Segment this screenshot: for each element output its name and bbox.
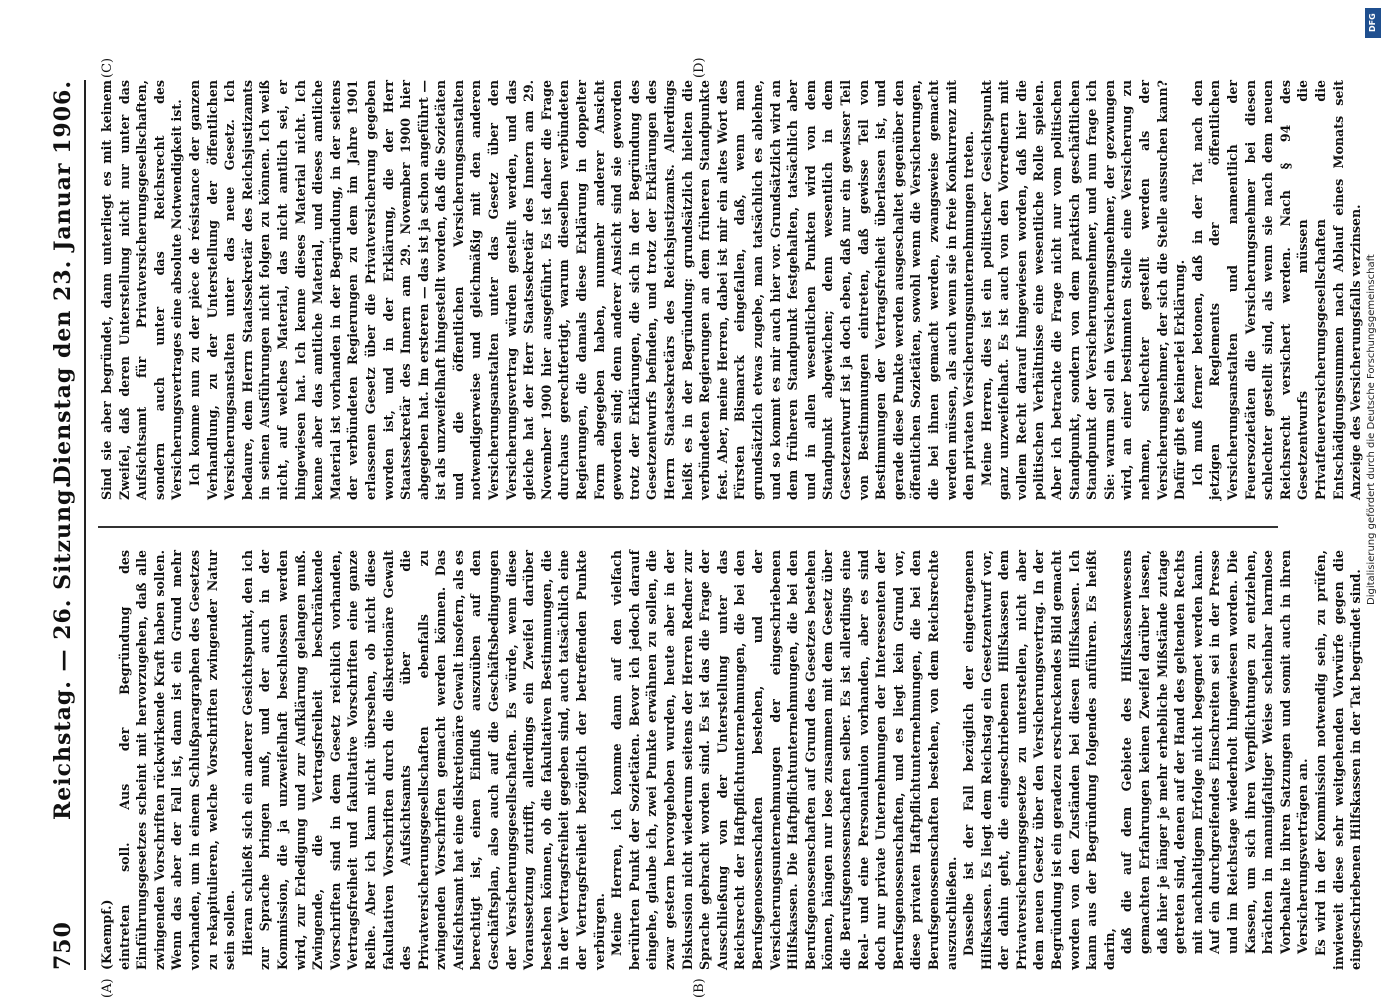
margin-marker-a: (A) [100,978,115,998]
margin-marker-b: (B) [692,978,707,998]
session-date: Dienstag den 23. Januar 1906. [50,80,76,485]
paragraph: eintreten soll. Aus der Begründung des Einführungsgesetzes scheint mit hervorzugehen, daß alle zwingenden Vorschriften rückwirkende Kraft haben sollen. Wenn das aber der Fall ist, dann ist ein Grund mehr vorhanden, um in einem Schlußparagraphen des Gesetzes zu rekapitulieren, welche Vorschriften zwingender Natur sein sollen. [116,550,238,970]
paragraph: Ich muß ferner betonen, daß in der Tat nach den jetzigen Reglements der öffentlichen Versicherungsanstalten und namentlich der Feuersozietäten die Versicherungsnehmer bei diesen schlechter gestellt sind, als wenn sie nach dem neuen Reichsrecht versichert werden. Nach § 94 des Gesetzentwurfs müssen die Privatfeuerversicherungsgesellschaften die Entschädigungssummen nach Ablauf eines Monats seit Anzeige des Versicherungsfalls verzinsen. [1189,80,1364,500]
block-quote: daß die auf dem Gebiete des Hilfskassenwesens gemachten Erfahrungen keinen Zweifel darüber lassen, daß hier je länger je mehr erhebliche Mißstände zutage getreten sind, denen auf der Hand des geltenden Rechts mit nachhaltigem Erfolge nicht begegnet werden kann. Auf ein durchgreifendes Einschreiten sei in der Presse und im Reichstage wiederholt hingewiesen worden. Die Kassen, um sich ihren Verpflichtungen zu entziehen, brächten in mannigfaltiger Weise scheinbar harmlose Vorbehalte in ihren Satzungen und somit auch in ihren Versicherungsverträgen an. [1119,550,1311,954]
paragraph: Sind sie aber begründet, dann unterliegt es mit keinem Zweifel, daß deren Unterstellung nicht nur unter das Aufsichtsamt für Privatversicherungsgesellschaften, sondern auch unter das Reichsrecht des Versicherungsvertrages eine absolute Notwendigkeit ist. [99,80,185,500]
paragraph: Hieran schließt sich ein anderer Gesichtspunkt, den ich zur Sprache bringen muß, und der auch in der Kommission, die ja unzweifelhaft beschlossen werden wird, zur Erledigung und zur Aufklärung gelangen muß. Zwingende, die Vertragsfreiheit beschränkende Vorschriften sind in dem Gesetz reichlich vorhanden, Vertragsfreiheit und fakultative Vorschriften eine ganze Reihe. Aber ich kann nicht übersehen, ob nicht diese fakultativen Vorschriften durch die diskretionäre Gewalt des Aufsichtsamts über die Privatversicherungsgesellschaften ebenfalls zu zwingenden Vorschriften gemacht werden können. Das Aufsichtsamt hat eine diskretionäre Gewalt insofern, als es berechtigt ist, einen Einfluß auszuüben auf den Geschäftsplan, also auch auf die Geschäftsbedingungen der Versicherungsgesellschaften. Es würde, wenn diese Voraussetzung zutrifft, allerdings ein Zweifel darüber bestehen können, ob die fakultativen Bestimmungen, die in der Vertragsfreiheit gegeben sind, auch tatsächlich eine der Vertragsfreiheit bezüglich der betreffenden Punkte verbürgen. [239,550,607,970]
digitization-strip [1363,0,1383,1000]
header-rule [84,80,86,970]
column-rule [98,527,1278,529]
paragraph: Meine Herren, dies ist ein politischer Gesichtspunkt ganz unzweifelhaft. Es ist auch von den Vorrednern mit vollem Recht darauf hingewiesen worden, daß hier die politischen Verhältnisse eine wesentliche Rolle spielen. Aber ich betrachte die Frage nicht nur vom politischen Standpunkt, sondern von dem praktisch geschäftlichen Standpunkt der Versicherungsnehmer, und nun frage ich Sie: warum soll ein Versicherungsnehmer, der gezwungen wird, an einer bestimmten Stelle eine Versicherung zu nehmen, schlechter gestellt werden als der Versicherungsnehmer, der sich die Stelle aussuchen kann? Dafür gibt es keinerlei Erklärung. [978,80,1188,500]
paragraph: Meine Herren, ich komme dann auf den vielfach berührten Punkt der Sozietäten. Bevor ich jedoch darauf eingehe, glaube ich, zwei Punkte erwähnen zu sollen, die zwar gestern hervorgehoben wurden, heute aber in der Diskussion nicht wiederum seitens der Herren Redner zur Sprache gebracht worden sind. Es ist das die Frage der Ausschließung von der Unterstellung unter das Reichsrecht der Haftpflichtunternehmungen, die bei den Berufsgenossenschaften bestehen, und der Versicherungsunternehmungen der eingeschriebenen Hilfskassen. Die Haftpflichtunternehmungen, die bei den Berufsgenossenschaften auf Grund des Gesetzes bestehen können, hängen nur lose zusammen mit dem Gesetz über die Berufsgenossenschaften selber. Es ist allerdings eine Real- und eine Personalunion vorhanden, aber es sind doch nur private Unternehmungen der Interessenten der Berufsgenossenschaften, und es liegt kein Grund vor, diese privaten Haftpflichtunternehmungen, die bei den Berufsgenossenschaften bestehen, von dem Reichsrechte auszuschließen. [609,550,959,970]
right-column [98,80,1365,500]
document-page [42,50,1364,1000]
session-title: Reichstag. — 26. Sitzung. [50,479,76,820]
margin-marker-c: (C) [100,57,115,78]
digitization-credit: Digitalisierung gefördert durch die Deutsche Forschungsgemeinschaft [1366,254,1377,605]
page-header [42,80,82,970]
dfg-logo: DFG [1365,8,1381,38]
left-column [98,550,1365,970]
paragraph: Ich komme nun zu der pièce de résistance der ganzen Verhandlung, zu der Unterstellung der öffentlichen Versicherungsanstalten unter das neue Gesetz. Ich bedaure, dem Herrn Staatssekretär des Reichsjustizamts in seinen Ausführungen nicht folgen zu können. Ich weiß nicht, auf welches Material, das nicht amtlich sei, er hingewiesen hat. Ich kenne dieses Material nicht. Ich kenne aber das amtliche Material, und dieses amtliche Material ist vorhanden in der Begründung, in der seitens der verbündeten Regierungen zu dem im Jahre 1901 erlassenen Gesetz über die Privatversicherung gegeben worden ist, und in der Erklärung, die der Herr Staatssekretär des Innern am 29. November 1900 hier abgegeben hat. Im ersteren — das ist ja schon angeführt — ist als unzweifelhaft hingestellt worden, daß die Sozietäten und die öffentlichen Versicherungsanstalten notwendigerweise und gleichmäßig mit den anderen Versicherungsanstalten unter das Gesetz über den Versicherungsvertrag würden gestellt werden, und das gleiche hat der Herr Staatssekretär des Innern am 29. November 1900 hier ausgeführt. Es ist daher die Frage durchaus gerechtfertigt, warum dieselben verbündeten Regierungen, die damals diese Erklärung in doppelter Form abgegeben haben, nunmehr anderer Ansicht geworden sind; denn anderer Ansicht sind sie geworden trotz der Erklärungen, die sich in der Begründung des Gesetzentwurfs befinden, und trotz der Erklärungen des Herrn Staatssekretärs des Reichsjustizamts. Allerdings heißt es in der Begründung: grundsätzlich hielten die verbündeten Regierungen an dem früheren Standpunkte fest. Aber, meine Herren, dabei ist mir ein altes Wort des Fürsten Bismarck eingefallen, daß, wenn man grundsätzlich etwas zugebe, man tatsächlich es ablehne, und so kommt es mir auch hier vor. Grundsätzlich wird an dem früheren Standpunkt festgehalten, tatsächlich aber und in allen wesentlichen Punkten wird von dem Standpunkt abgewichen; denn wesentlich in dem Gesetzentwurf ist ja doch eben, daß nur ein gewisser Teil von Bestimmungen eintreten, daß gewisse Teil von Bestimmungen der Vertragsfreiheit überlassen ist, und gerade diese Punkte werden ausgeschaltet gegenüber den öffentlichen Sozietäten, sowohl wenn die Versicherungen, die bei ihnen gemacht werden, zwangsweise gemacht werden müssen, als auch wenn sie in freie Konkurrenz mit den privaten Versicherungsunternehmungen treten. [186,80,977,500]
paragraph: Es wird in der Kommission notwendig sein, zu prüfen, inwieweit diese sehr weitgehenden Vorwürfe gegen die eingeschriebenen Hilfskassen in der Tat begründet sind. [1312,550,1364,970]
margin-marker-d: (D) [692,57,707,78]
page-number: 750 [50,921,76,970]
speaker-tag: (Kaempf.) [99,899,114,970]
paragraph: Dasselbe ist der Fall bezüglich der eingetragenen Hilfskassen. Es liegt dem Reichstag ein Gesetzentwurf vor, der dahin geht, die eingeschriebenen Hilfskassen dem Privatversicherungsgesetze zu unterstellen, nicht aber dem neuen Gesetz über den Versicherungsvertrag. In der Begründung ist ein geradezu erschreckendes Bild gemacht worden von den Zuständen bei diesen Hilfskassen. Ich kann aus der Begründung folgendes anführen. Es heißt darin, [961,550,1117,970]
